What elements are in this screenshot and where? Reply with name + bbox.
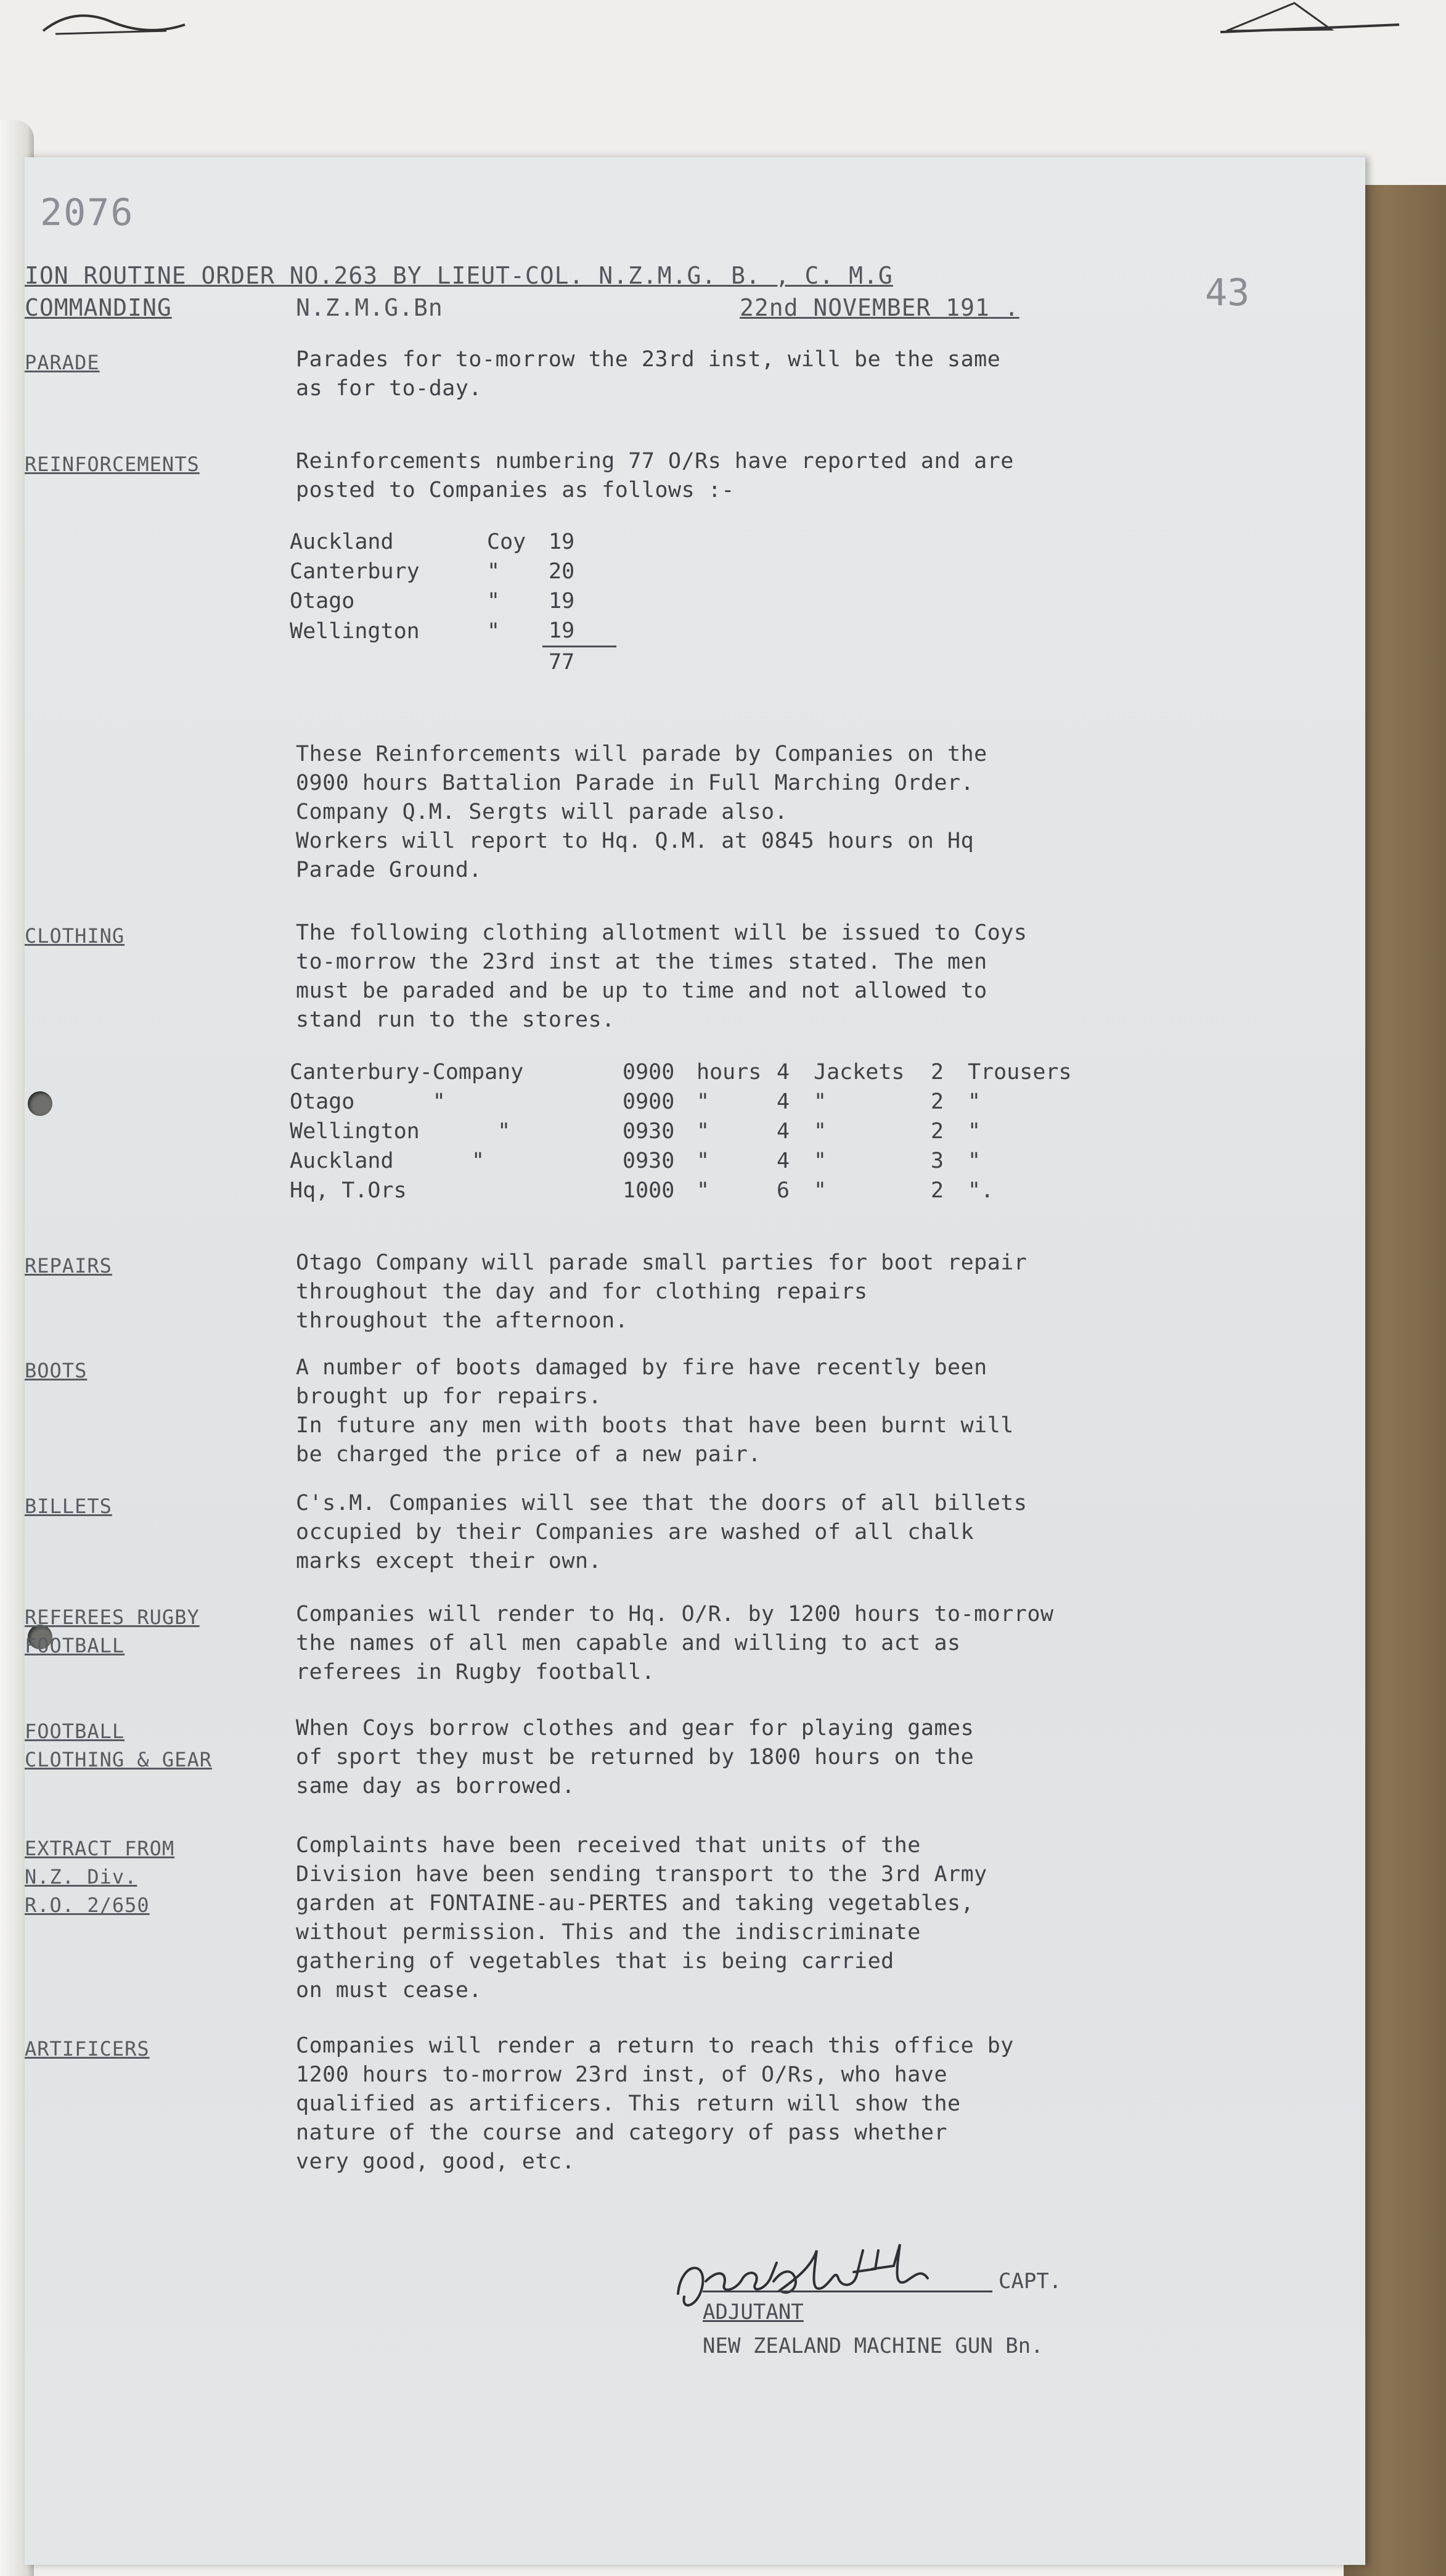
company-count: 19 — [549, 589, 575, 613]
company-count: 20 — [549, 559, 575, 584]
clothing-time: 1000 — [623, 1178, 675, 1203]
table-row — [284, 1117, 1078, 1146]
company-mark: Coy — [487, 530, 526, 554]
clothing-unit: " — [696, 1149, 710, 1173]
table-row — [284, 1146, 1078, 1176]
table-row — [284, 1087, 1078, 1117]
table-row — [284, 1176, 1078, 1205]
page-number: 43 — [1205, 271, 1250, 314]
section-title-football: FOOTBALL CLOTHING & GEAR — [25, 1720, 212, 1771]
order-header-unit: N.Z.M.G.Bn — [296, 294, 443, 321]
company-mark: " — [487, 559, 500, 584]
section-body-boots: A number of boots damaged by fire have recently been brought up for repairs. In future any men with boots that have been burnt will be charged the price of a new pair. — [296, 1355, 1014, 1467]
table-row — [284, 586, 616, 616]
section-body-extract: Complaints have been received that units of the Division have been sending transport to the 3rd Army garden at FONTAINE-au-PERTES and taking vegetables, without permission. This and the indiscriminate gathering of vegetables that is being carried on must cease. — [296, 1833, 987, 2003]
clothing-table — [284, 1057, 1078, 1205]
reinforcements-total: 77 — [542, 647, 616, 678]
company-name: Wellington — [290, 618, 420, 644]
clothing-time: 0930 — [623, 1149, 675, 1173]
section-body-reinforcements-parade: These Reinforcements will parade by Companies on the 0900 hours Battalion Parade in Full Marching Order. Company Q.M. Sergts will parade also. Workers will report to Hq. Q.M. at 0845 hours on Hq Parade Ground. — [296, 742, 987, 882]
clothing-company: Canterbury-Company — [290, 1060, 524, 1085]
clothing-jackets-label: " — [814, 1119, 827, 1144]
clothing-trousers-label: " — [968, 1149, 981, 1173]
section-body-clothing: The following clothing allotment will be issued to Coys to-morrow the 23rd inst at the times stated. The men must be paraded and be up to time and not allowed to stand run to the stores. — [296, 921, 1027, 1032]
clothing-trousers: 2 — [931, 1119, 944, 1144]
section-title-clothing: CLOTHING — [25, 924, 125, 948]
clothing-jackets-label: " — [814, 1149, 827, 1173]
clothing-jackets-label: Jackets — [814, 1060, 905, 1085]
clothing-time: 0900 — [623, 1089, 675, 1114]
clothing-unit: hours — [696, 1060, 762, 1085]
clothing-company: Auckland " — [290, 1149, 485, 1173]
clothing-unit: " — [696, 1119, 710, 1144]
signature-title: ADJUTANT — [703, 2300, 804, 2324]
table-row — [284, 1057, 1078, 1087]
clothing-trousers-label: Trousers — [968, 1060, 1072, 1085]
section-body-artificers: Companies will render a return to reach this office by 1200 hours to-morrow 23rd inst, of O/Rs, who have qualified as artificers. This return will show the nature of the course and category of pass whether very good, good, etc. — [296, 2033, 1014, 2174]
section-title-billets: BILLETS — [25, 1495, 112, 1518]
clothing-trousers: 2 — [931, 1089, 944, 1114]
section-title-reinforcements: REINFORCEMENTS — [25, 453, 200, 476]
section-body-billets: C's.M. Companies will see that the doors of all billets occupied by their Companies are washed of all chalk marks except their own. — [296, 1491, 1027, 1573]
section-title-boots: BOOTS — [25, 1359, 88, 1382]
order-header-date: 22nd NOVEMBER 191 . — [740, 294, 1019, 321]
signature-line — [703, 2291, 992, 2292]
clothing-trousers-label: " — [968, 1089, 981, 1114]
company-mark: " — [487, 589, 500, 613]
punch-hole — [28, 1091, 52, 1116]
clothing-jackets: 4 — [777, 1119, 790, 1144]
clothing-trousers-label: " — [968, 1119, 981, 1144]
clothing-trousers: 2 — [931, 1060, 944, 1085]
company-count: 19 — [549, 530, 575, 554]
clothing-jackets: 4 — [777, 1149, 790, 1173]
clothing-company: Wellington " — [290, 1119, 511, 1144]
clothing-company: Otago " — [290, 1089, 446, 1114]
section-body-repairs: Otago Company will parade small parties for boot repair throughout the day and for clothing repairs throughout the afternoon. — [296, 1250, 1027, 1333]
order-header-commanding: COMMANDING — [25, 294, 172, 321]
clothing-trousers-label: ". — [968, 1178, 994, 1203]
section-title-extract: EXTRACT FROM N.Z. Div. R.O. 2/650 — [25, 1837, 175, 1917]
top-right-pencil-mark — [1220, 0, 1405, 37]
order-page — [25, 157, 1365, 2565]
table-row — [284, 616, 616, 647]
clothing-jackets: 4 — [777, 1089, 790, 1114]
section-body-parade: Parades for to-morrow the 23rd inst, will be the same as for to-day. — [296, 347, 1001, 401]
section-title-parade: PARADE — [25, 351, 100, 374]
clothing-jackets: 4 — [777, 1060, 790, 1085]
clothing-time: 0930 — [623, 1119, 675, 1144]
company-count: 19 — [549, 618, 575, 643]
company-name: Canterbury — [290, 559, 420, 584]
company-name: Otago — [290, 589, 355, 613]
clothing-unit: " — [696, 1178, 710, 1203]
order-header-line1: ION ROUTINE ORDER NO.263 BY LIEUT-COL. N.Z.M.G. B. , C. M.G — [25, 262, 893, 289]
reference-number: 2076 — [40, 191, 134, 234]
clothing-company: Hq, T.Ors — [290, 1178, 407, 1203]
signature-rank: CAPT. — [999, 2269, 1062, 2294]
company-mark: " — [487, 618, 500, 644]
clothing-jackets-label: " — [814, 1178, 827, 1203]
section-title-artificers: ARTIFICERS — [25, 2037, 150, 2061]
section-title-referees: REFEREES RUGBY FOOTBALL — [25, 1606, 200, 1657]
clothing-trousers: 3 — [931, 1149, 944, 1173]
signature-unit: NEW ZEALAND MACHINE GUN Bn. — [703, 2334, 1044, 2358]
company-name: Auckland — [290, 530, 394, 554]
section-title-repairs: REPAIRS — [25, 1254, 112, 1278]
clothing-jackets-label: " — [814, 1089, 827, 1114]
clothing-unit: " — [696, 1089, 710, 1114]
table-row — [284, 557, 616, 586]
table-row — [284, 527, 616, 557]
top-left-pencil-mark — [37, 0, 191, 37]
section-body-football: When Coys borrow clothes and gear for playing games of sport they must be returned by 1800 hours on the same day as borrowed. — [296, 1716, 974, 1799]
clothing-time: 0900 — [623, 1060, 675, 1085]
section-body-referees: Companies will render to Hq. O/R. by 1200 hours to-morrow the names of all men capable and willing to act as referees in Rugby football. — [296, 1602, 1054, 1684]
reinforcements-table — [284, 527, 616, 677]
clothing-trousers: 2 — [931, 1178, 944, 1203]
table-row-total — [284, 647, 616, 678]
clothing-jackets: 6 — [777, 1178, 790, 1203]
section-body-reinforcements: Reinforcements numbering 77 O/Rs have reported and are posted to Companies as follows :- — [296, 449, 1014, 502]
